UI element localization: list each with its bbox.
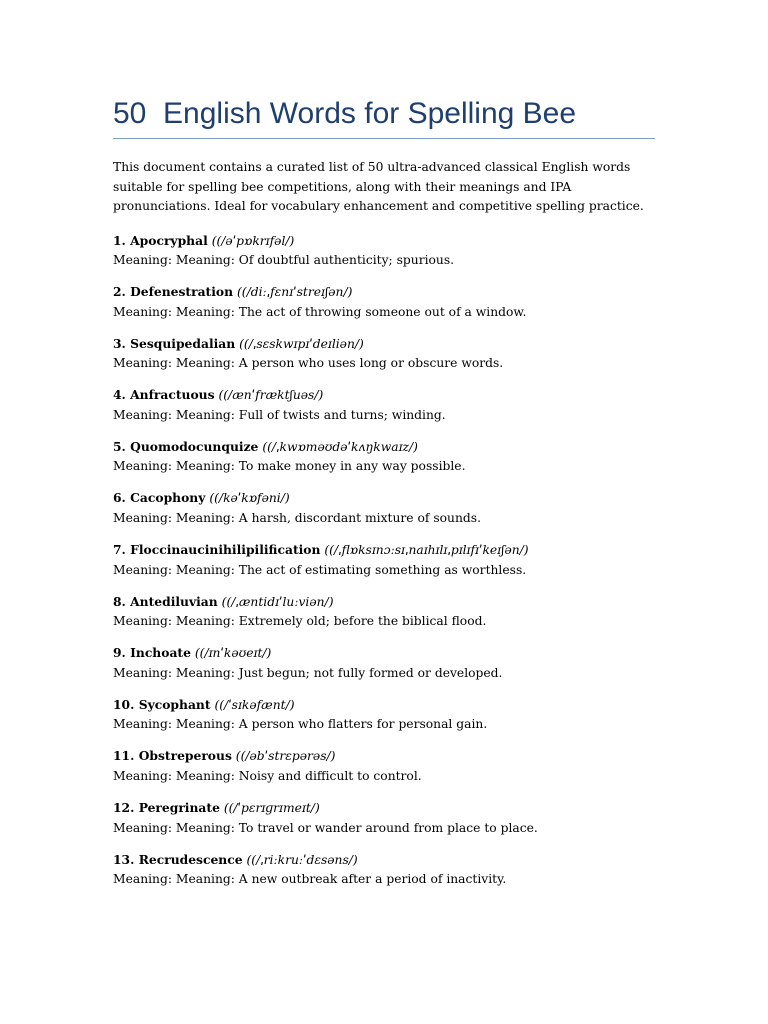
entry-number: 12. [113,800,135,816]
entry-ipa: ((/ˌkwɒməʊdəˈkʌŋkwaɪz/) [262,439,418,454]
entry-number: 1. [113,232,126,248]
entry-ipa: ((/ɪnˈkəʊeɪt/) [194,646,272,661]
word-entry [113,540,655,592]
entry-word: Defenestration [130,284,234,300]
entry-meaning: Meaning: Meaning: A person who flatters for personal gain. [113,717,488,732]
entry-ipa: ((/ˌsɛskwɪpɪˈdeɪliən/) [239,336,364,351]
word-entry [113,746,655,798]
word-entry [113,437,655,489]
entry-number: 6. [113,490,126,506]
entry-number: 10. [113,696,135,712]
entry-word: Sesquipedalian [130,335,236,351]
entry-meaning: Meaning: Meaning: The act of throwing someone out of a window. [113,304,527,319]
entry-ipa: ((/ˌriːkruːˈdɛsəns/) [246,852,358,867]
word-entry [113,385,655,437]
entry-number: 13. [113,851,135,867]
title-underline [113,138,655,139]
entry-ipa: ((/ˈpɛrɪɡrɪmeɪt/) [223,801,320,816]
entry-word: Antediluvian [130,593,218,609]
word-entry [113,231,655,283]
entry-number: 2. [113,284,126,300]
entry-word: Apocryphal [130,232,208,248]
entry-number: 4. [113,387,126,403]
entry-word: Cacophony [130,490,206,506]
word-entry [113,850,655,902]
entry-meaning: Meaning: Meaning: A harsh, discordant mixture of sounds. [113,510,481,525]
entry-word: Inchoate [130,645,191,661]
entry-meaning: Meaning: Meaning: The act of estimating something as worthless. [113,562,527,577]
entry-number: 11. [113,748,135,764]
word-entry [113,695,655,747]
entry-meaning: Meaning: Meaning: A new outbreak after a period of inactivity. [113,872,507,887]
entry-word: Recrudescence [138,851,243,867]
document-intro: This document contains a curated list of 50 ultra-advanced classical English words suitable for spelling bee competitions, along with their meanings and IPA pronunciations. Ideal for vocabulary enhancement and competitive spelling practice. [113,160,644,213]
entry-ipa: ((/əˈpɒkrɪfəl/) [211,233,295,248]
entry-ipa: ((/kəˈkɒfəni/) [209,491,290,506]
word-entry [113,488,655,540]
word-entry [113,282,655,334]
entry-ipa: ((/əbˈstrɛpərəs/) [235,749,336,764]
entry-number: 5. [113,438,126,454]
entry-meaning: Meaning: Meaning: To travel or wander around from place to place. [113,820,538,835]
word-entry [113,592,655,644]
word-list [113,231,655,902]
entry-ipa: ((/ˌæntidɪˈluːviən/) [221,594,334,609]
entry-meaning: Meaning: Meaning: Just begun; not fully formed or developed. [113,665,503,680]
entry-word: Anfractuous [130,387,215,403]
document-title: 50 English Words for Spelling Bee [113,97,577,130]
entry-number: 3. [113,335,126,351]
word-entry [113,798,655,850]
entry-ipa: ((/diːˌfɛnɪˈstreɪʃən/) [236,285,353,300]
entry-ipa: ((/ˌflɒksɪnɔːsɪˌnaɪhɪlɪˌpɪlɪfɪˈkeɪʃən/) [324,543,529,558]
entry-meaning: Meaning: Meaning: Of doubtful authenticity; spurious. [113,253,455,267]
entry-word: Floccinaucinihilipilification [130,542,321,558]
entry-meaning: Meaning: Meaning: To make money in any way possible. [113,459,466,474]
entry-meaning: Meaning: Meaning: Extremely old; before the biblical flood. [113,614,487,629]
entry-meaning: Meaning: Meaning: A person who uses long or obscure words. [113,356,504,371]
entry-word: Sycophant [138,696,211,712]
entry-meaning: Meaning: Meaning: Noisy and difficult to control. [113,768,422,783]
entry-meaning: Meaning: Meaning: Full of twists and turns; winding. [113,407,446,422]
entry-ipa: ((/ˈsɪkəfænt/) [214,697,295,712]
entry-word: Quomodocunquize [130,438,259,454]
word-entry [113,643,655,695]
entry-word: Obstreperous [138,748,232,764]
document-page [113,94,655,901]
entry-number: 9. [113,645,126,661]
entry-number: 8. [113,593,126,609]
entry-number: 7. [113,542,126,558]
word-entry [113,334,655,386]
entry-ipa: ((/ænˈfræktʃuəs/) [218,388,324,403]
entry-word: Peregrinate [138,800,220,816]
